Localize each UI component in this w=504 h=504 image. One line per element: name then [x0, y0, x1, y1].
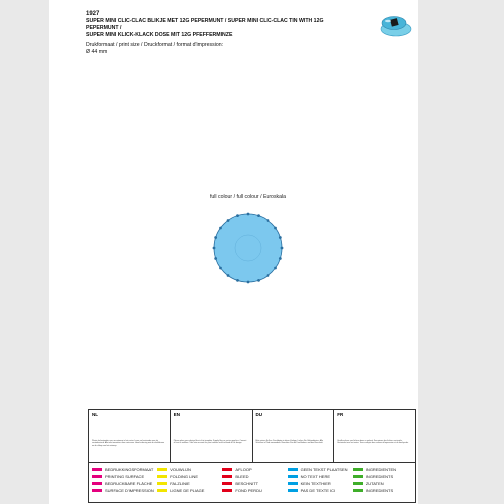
legend-group — [285, 466, 350, 494]
disc-tooth — [281, 247, 284, 250]
legend-swatch — [222, 482, 232, 485]
legend-swatch — [222, 489, 232, 492]
legend-row — [353, 473, 415, 480]
lang-label: EN — [173, 412, 181, 417]
legend-row — [353, 480, 415, 487]
column-nl — [89, 410, 171, 462]
instructions-panel — [88, 409, 416, 503]
tin-highlight — [385, 20, 391, 22]
disc-tooth — [274, 227, 277, 230]
legend-swatch — [92, 468, 102, 471]
legend-swatch — [157, 468, 167, 471]
legend-row — [288, 480, 350, 487]
disc-tooth — [257, 279, 260, 282]
legend-row — [92, 480, 154, 487]
legend-row — [222, 487, 284, 494]
disc-tooth — [247, 213, 250, 216]
language-columns — [89, 410, 415, 463]
legend-label: BEDRUCKBARE FLÄCHE — [105, 481, 153, 486]
disc-tooth — [267, 219, 270, 222]
lang-text: Please place your design files in this template. Supply files as vector graphics. Convert all text to outlines. Take into account the print colours and the bleed of the design. — [173, 440, 247, 445]
legend-group — [154, 466, 219, 494]
legend-label: NO TEXT HERE — [300, 474, 331, 479]
disc-tooth — [227, 274, 230, 277]
legend-group — [89, 466, 154, 494]
print-diameter: Ø 44 mm — [86, 49, 108, 55]
legend-row — [353, 466, 415, 473]
legend-swatch — [288, 475, 298, 478]
legend-row — [222, 466, 284, 473]
lang-text: Veuillez placer vos fichiers dans ce gabarit. Fournissez des fichiers vectoriels. Vectorisez tous les textes. Tenez compte des couleurs d'impression et du fond perdu. — [337, 440, 409, 445]
disc-tooth — [213, 247, 216, 250]
legend-label: FOND PERDU — [235, 488, 262, 493]
legend-label: PAS DE TEXTE ICI — [300, 488, 336, 493]
legend-row — [288, 473, 350, 480]
legend-swatch — [288, 482, 298, 485]
legend-row — [92, 487, 154, 494]
header-block — [86, 10, 346, 56]
legend-group — [350, 466, 415, 494]
legend-swatch — [92, 482, 102, 485]
legend-label: KEIN TEXTHIER — [300, 481, 331, 486]
lang-label: FR — [337, 412, 344, 417]
legend-row — [157, 487, 219, 494]
disc-tooth — [274, 267, 277, 270]
legend-label: FOLDING LINE — [170, 474, 198, 479]
legend-group — [219, 466, 284, 494]
legend-swatch — [157, 482, 167, 485]
disc-tooth — [214, 257, 217, 260]
legend-swatch — [353, 489, 363, 492]
disc-tooth — [279, 257, 282, 260]
legend-label: INGREDIENTS — [365, 474, 394, 479]
lang-label: NL — [92, 412, 98, 417]
lang-text: Bitte setzen Sie Ihre Druckdaten in diese Vorlage. Liefern Sie Vektordateien. Alle Schriften in Pfade umwandeln. Beachten Sie die Druckfarben und den Beschnitt. — [255, 440, 323, 445]
legend-swatch — [222, 475, 232, 478]
product-title-line-1: SUPER MINI CLIC-CLAC BLIKJE MET 12G PEPERMUNT / SUPER MINI CLIC-CLAC TIN WITH 12G PEPERMUNT / — [86, 18, 324, 31]
disc-tooth — [236, 279, 239, 282]
disc-tooth — [247, 281, 250, 284]
disc-tooth — [236, 214, 239, 217]
legend-label: VOUWLIJN — [170, 467, 191, 472]
legend-swatch — [92, 475, 102, 478]
legend-label: PRINTING SURFACE — [105, 474, 145, 479]
legend-row — [288, 466, 350, 473]
disc-tooth — [267, 274, 270, 277]
legend-swatch — [222, 468, 232, 471]
disc-tooth — [279, 236, 282, 239]
legend-row — [222, 473, 284, 480]
legend-row — [157, 473, 219, 480]
legend-row — [157, 480, 219, 487]
legend-row — [353, 487, 415, 494]
legend-label: INGREDIENTS — [365, 488, 394, 493]
legend-swatch — [288, 489, 298, 492]
legend-label: ZUTATEN — [365, 481, 384, 486]
legend-swatch — [353, 475, 363, 478]
legend-swatch — [157, 475, 167, 478]
disc-tooth — [219, 267, 222, 270]
legend-label: INGREDIENTEN — [365, 467, 397, 472]
legend-row — [157, 466, 219, 473]
legend-row — [92, 466, 154, 473]
legend-swatch — [353, 468, 363, 471]
disc-tooth — [227, 219, 230, 222]
legend-label: LIGNE DE PLIAGE — [170, 488, 205, 493]
legend-label: FALZLINIE — [170, 481, 190, 486]
product-code: 1927 — [86, 11, 100, 17]
legend-label: GEEN TEKST PLAATSEN — [300, 467, 348, 472]
legend-label: BEDRUKKINGSFORMAAT — [105, 467, 154, 472]
column-en — [171, 410, 253, 462]
print-area-disc — [211, 211, 285, 285]
legend-swatch — [157, 489, 167, 492]
disc-tooth — [257, 214, 260, 217]
legend-swatch — [92, 489, 102, 492]
legend-label: BLEED — [235, 474, 249, 479]
column-du — [253, 410, 335, 462]
legend-label: AFLOOP — [235, 467, 252, 472]
legend-swatch — [288, 468, 298, 471]
print-area-caption: full colour / full colour / Euroskala — [209, 194, 287, 200]
disc-tooth — [219, 227, 222, 230]
legend-row — [222, 480, 284, 487]
product-title-line-2: SUPER MINI KLICK-KLACK DOSE MIT 12G PFEFFERMINZE — [86, 32, 233, 38]
lang-text: Plaats de bestanden van uw ontwerp in het raster. Lever uw bestanden aan als vectorbestand. Alle tekst omzetten naar contouren. Houd rekening met de drukkleuren en de afloop van het ontwerp. — [92, 440, 165, 447]
legend-label: SURFACE D'IMPRESSION — [105, 488, 154, 493]
legend-label: BESCHNITT — [235, 481, 259, 486]
legend-row — [92, 473, 154, 480]
color-legend — [89, 466, 415, 494]
column-fr — [334, 410, 415, 462]
lang-label: DU — [255, 412, 262, 417]
print-format-label: Drukformaat / print size / Druckformat / format d'impression: — [86, 42, 224, 48]
legend-row — [288, 487, 350, 494]
disc-tooth — [214, 236, 217, 239]
legend-swatch — [353, 482, 363, 485]
disc-fill — [214, 214, 282, 282]
product-photo-icon — [379, 14, 413, 38]
